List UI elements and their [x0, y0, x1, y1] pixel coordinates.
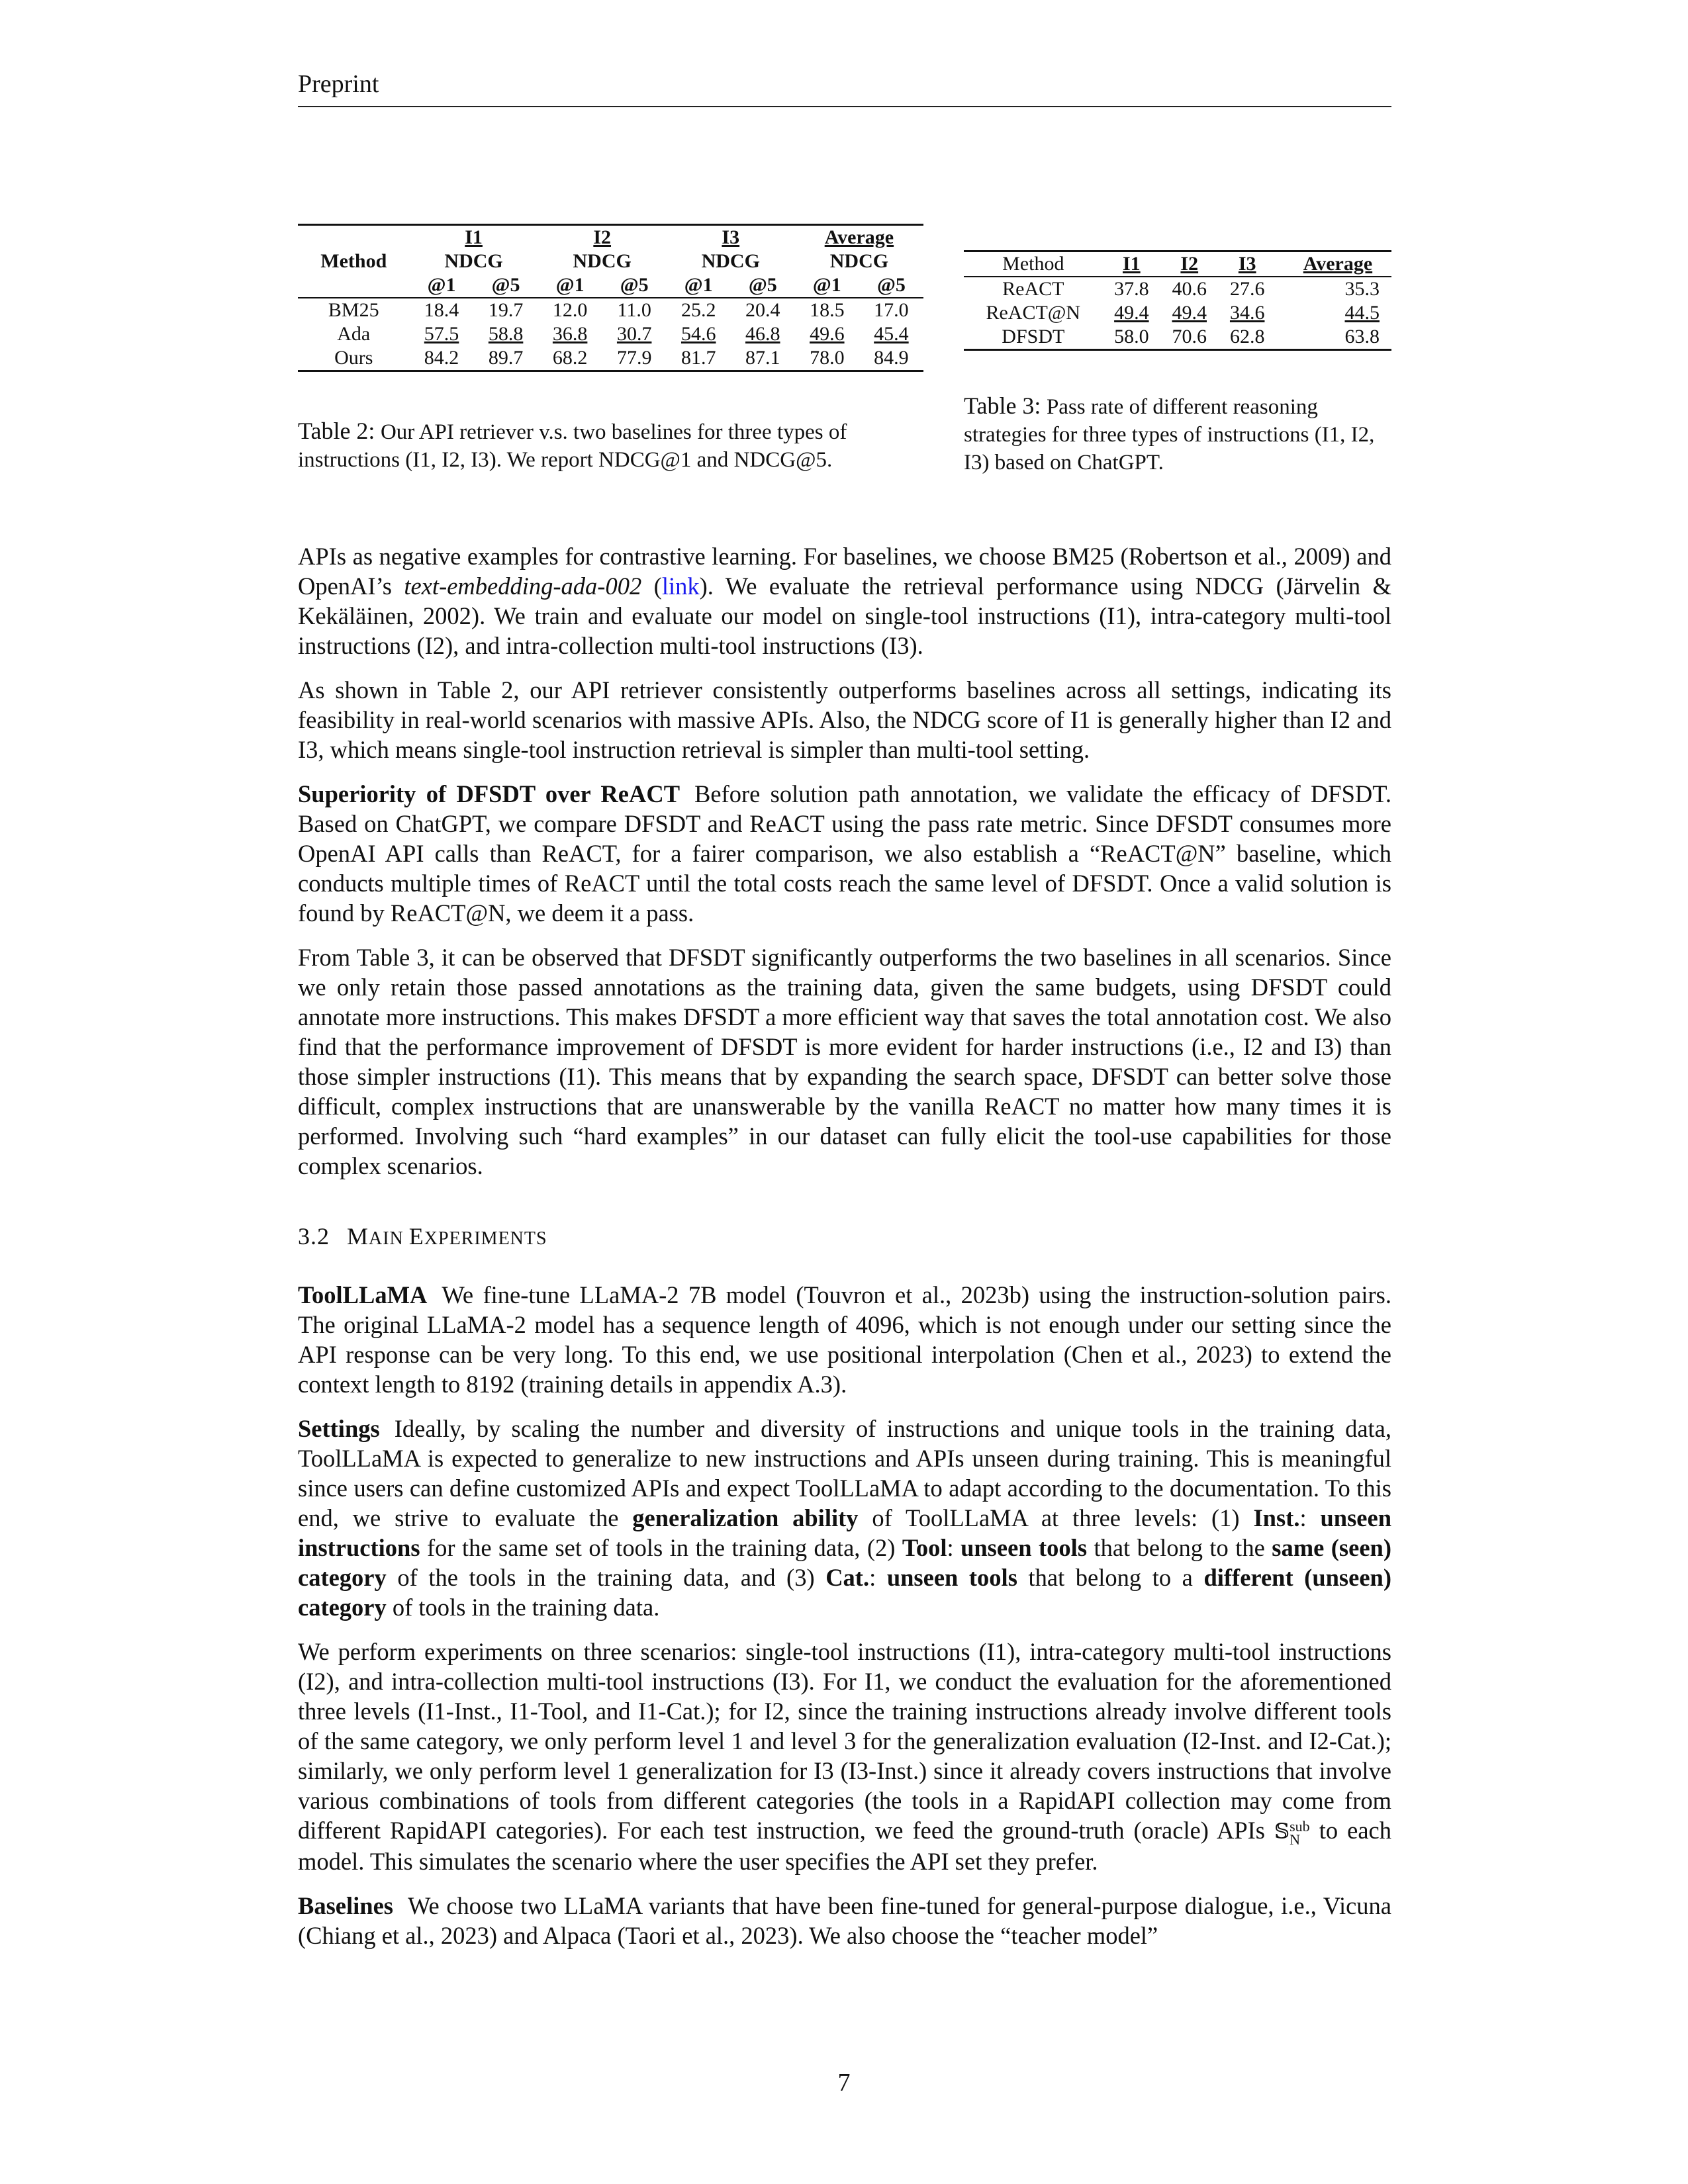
table2-cell: 54.6: [680, 323, 716, 345]
table2-cell: 46.8: [745, 323, 780, 345]
paragraph: As shown in Table 2, our API retriever consistently outperforms baselines across all settings, indicating its feasibility in real-world scenarios with massive APIs. Also, the NDCG score of I1 is generally higher than I2 and I3, which means single-tool instruction retrieval is simpler than multi-tool setting.: [298, 676, 1391, 763]
math-scripts: [1289, 1817, 1310, 1848]
text-run: of tools in the training data.: [386, 1594, 660, 1621]
section-title-part: XPERIMENTS: [424, 1228, 547, 1249]
running-head: Preprint: [298, 70, 379, 98]
italic-text: text-embedding-ada-002: [404, 572, 642, 600]
paragraph: From Table 3, it can be observed that DFSDT significantly outperforms the two baselines in all scenarios. Since we only retain those passed annotations as the training data, given the same budgets, using DFSDT could annotate more instructions. This makes DFSDT a more efficient way that saves the total annotation cost. We also find that the performance improvement of DFSDT is more evident for harder instructions (i.e., I2 and I3) than those simpler instructions (I1). This means that by expanding the search space, DFSDT can better solve those difficult, complex instructions that are unanswerable by the vanilla ReACT no matter how many times it is performed. Involving such “hard examples” in our dataset can fully elicit the tool-use capabilities for those complex scenarios.: [298, 944, 1391, 1179]
table3-cell: 58.0: [1114, 326, 1149, 347]
section-title-part: E: [408, 1223, 424, 1250]
table3-cell: 34.6: [1229, 302, 1265, 324]
table2-cell: 17.0: [874, 299, 909, 321]
table2-cell: 78.0: [810, 347, 845, 369]
table2-group-average: Average: [824, 226, 894, 248]
paragraph: [298, 1637, 1391, 1876]
bold-text: unseen tools: [886, 1564, 1017, 1591]
table2-subheader: @5: [748, 274, 777, 296]
table3-cell: 37.8: [1114, 278, 1149, 300]
section-number: 3.2: [298, 1223, 330, 1250]
text-run: that belong to the: [1087, 1534, 1272, 1561]
text-run: that belong to a: [1017, 1564, 1204, 1591]
table-row: [964, 301, 1391, 325]
text-run: (: [641, 572, 662, 600]
table2-metric-average: NDCG: [829, 250, 889, 272]
table-row: [964, 277, 1391, 301]
text-run: :: [1299, 1504, 1321, 1531]
table2-caption-text: Our API retriever v.s. two baselines for three types of instructions (I1, I2, I3). We report NDCG@1 and NDCG@5.: [298, 420, 847, 472]
table2-cell: 11.0: [617, 299, 651, 321]
text-run: APIs as negative examples for contrastive learning. For baselines, we choose BM25 (Robertson et al., 2009) and OpenAI’s: [298, 543, 1391, 600]
table2-cell: 58.8: [488, 323, 524, 345]
body-text: [298, 541, 1391, 1965]
table-row: [298, 322, 923, 346]
table-row: [298, 346, 923, 371]
bold-text: Tool: [902, 1534, 947, 1561]
table3-method-cell: ReACT: [1002, 278, 1064, 300]
table2-cell: 18.4: [424, 299, 459, 321]
paragraph: [298, 1891, 1391, 1950]
text-run: We fine-tune LLaMA-2 7B model (Touvron et al., 2023b) using the instruction-solution pairs. The original LLaMA-2 model has a sequence length of 4096, which is not enough under our setting since the API response can be very long. To this end, we use positional interpolation (Chen et al., 2023) to extend the context length to 8192 (training details in appendix A.3).: [298, 1281, 1391, 1398]
table2-cell: 19.7: [488, 299, 524, 321]
table2-subheader: @5: [620, 274, 649, 296]
table3-cell: 40.6: [1172, 278, 1207, 300]
table2-group-i1: I1: [465, 226, 483, 248]
table2-subheader: @1: [427, 274, 456, 296]
text-run: Ideally, by scaling the number and diversity of instructions and unique tools in the training data, ToolLLaMA is expected to generalize to new instructions and APIs unseen during training. This is meaningful since users can define customized APIs and expect ToolLLaMA to adapt according to the documentation. To this end, we strive to evaluate the: [298, 1415, 1391, 1531]
table2-cell: 89.7: [488, 347, 524, 369]
bold-text: unseen instructions: [298, 1504, 1391, 1561]
table3-cell: 44.5: [1344, 302, 1380, 324]
table2-cell: 36.8: [552, 323, 588, 345]
text-run: We perform experiments on three scenarios: single-tool instructions (I1), intra-category multi-tool instructions (I2), and intra-collection multi-tool instructions (I3). For I1, we conduct the evaluation for the aforementioned three levels (I1-Inst., I1-Tool, and I1-Cat.); for I2, since the training instructions already involve different tools of the same category, we only perform level 1 and level 3 for the generalization evaluation (I2-Inst. and I2-Cat.); similarly, we only perform level 1 generalization for I3 (I3-Inst.) since it already covers instructions that involve various combinations of tools from different categories (the tools in a RapidAPI collection may come from different RapidAPI categories). For each test instruction, we feed the ground-truth (oracle) APIs: [298, 1638, 1391, 1844]
table3-method-cell: ReACT@N: [986, 302, 1081, 324]
table3-cell: 49.4: [1172, 302, 1207, 324]
link[interactable]: link: [661, 572, 700, 600]
text-run: to each model. This simulates the scenario where the user specifies the API set they prefer.: [298, 1817, 1391, 1875]
paragraph-heading: Settings: [298, 1415, 380, 1442]
table2-cell: 45.4: [874, 323, 909, 345]
table2-subheader: @5: [876, 274, 906, 296]
table3-method-cell: DFSDT: [1002, 326, 1065, 347]
section-title-part: M: [347, 1223, 369, 1250]
text-run: of the tools in the training data, and (3): [386, 1564, 826, 1591]
table2-cell: 84.9: [874, 347, 909, 369]
table2-cell: 49.6: [810, 323, 845, 345]
paragraph-heading: Superiority of DFSDT over ReACT: [298, 780, 680, 807]
table2-caption: [298, 417, 923, 474]
table3-cell: 35.3: [1344, 278, 1380, 300]
section-title-part: AIN: [369, 1228, 409, 1249]
table3-cell: 49.4: [1114, 302, 1149, 324]
text-run: for the same set of tools in the training data, (2): [420, 1534, 902, 1561]
section-heading: [298, 1222, 1391, 1253]
table3-cell: 62.8: [1229, 326, 1265, 347]
paragraph-heading: ToolLLaMA: [298, 1281, 428, 1308]
table2-method-cell: Ours: [334, 347, 373, 369]
table-row: [298, 298, 923, 322]
bold-text: same (seen) category: [298, 1534, 1391, 1591]
table2-cell: 87.1: [745, 347, 780, 369]
header-rule: [298, 106, 1391, 107]
text-run: of ToolLLaMA at three levels: (1): [858, 1504, 1254, 1531]
table2-method-cell: BM25: [328, 299, 379, 321]
table2-cell: 12.0: [552, 299, 588, 321]
bold-text: unseen tools: [961, 1534, 1088, 1561]
table-row: [964, 325, 1391, 350]
math-symbol: 𝕊: [1274, 1819, 1290, 1844]
table3-cell: 70.6: [1172, 326, 1207, 347]
table3-header-method: Method: [964, 251, 1103, 277]
table2-method-cell: Ada: [337, 323, 371, 345]
table3-header-i3: I3: [1218, 251, 1276, 277]
table3-header-average: Average: [1276, 251, 1391, 277]
table2-metric-i3: NDCG: [701, 250, 760, 272]
text-run: :: [947, 1534, 961, 1561]
bold-text: generalization ability: [632, 1504, 859, 1531]
table2-subheader: @5: [491, 274, 520, 296]
table2-subheader: @1: [812, 274, 841, 296]
text-run: ). We evaluate the retrieval performance using NDCG (Järvelin & Kekäläinen, 2002). We train and evaluate our model on single-tool instructions (I1), intra-category multi-tool instructions (I2), and intra-collection multi-tool instructions (I3).: [298, 572, 1392, 659]
table2-cell: 20.4: [745, 299, 780, 321]
table-3: [964, 250, 1391, 351]
table2-method-header: Method: [320, 250, 387, 272]
table2-cell: 30.7: [616, 323, 652, 345]
table3-caption-label: Table 3:: [964, 392, 1041, 419]
table2-cell: 77.9: [616, 347, 652, 369]
paragraph: [298, 1280, 1391, 1399]
paragraph: [298, 1414, 1391, 1622]
math-subscript: N: [1289, 1831, 1301, 1848]
table2-cell: 25.2: [680, 299, 716, 321]
bold-text: different (unseen) category: [298, 1564, 1391, 1621]
table2-caption-label: Table 2:: [298, 418, 375, 444]
table2-subheader: @1: [684, 274, 713, 296]
table2-metric-i1: NDCG: [444, 250, 503, 272]
table2-subheader: @1: [555, 274, 585, 296]
table3-caption: [964, 392, 1391, 477]
text-run: :: [869, 1564, 887, 1591]
paragraph-heading: Baselines: [298, 1892, 393, 1919]
table2-group-i3: I3: [722, 226, 740, 248]
table2-cell: 84.2: [424, 347, 459, 369]
table3-cell: 27.6: [1229, 278, 1265, 300]
table3-cell: 63.8: [1344, 326, 1380, 347]
paragraph: [298, 541, 1391, 660]
table2-cell: 81.7: [680, 347, 716, 369]
table-2: [298, 224, 923, 372]
math-superscript: sub: [1289, 1817, 1310, 1835]
table2-cell: 57.5: [424, 323, 459, 345]
table2-metric-i2: NDCG: [573, 250, 632, 272]
text-run: Before solution path annotation, we validate the efficacy of DFSDT. Based on ChatGPT, we compare DFSDT and ReACT using the pass rate metric. Since DFSDT consumes more OpenAI API calls than ReACT, for a fairer comparison, we also establish a “ReACT@N” baseline, which conducts multiple times of ReACT until the total costs reach the same level of DFSDT. Once a valid solution is found by ReACT@N, we deem it a pass.: [298, 780, 1391, 927]
text-run: We choose two LLaMA variants that have been fine-tuned for general-purpose dialogue, i.e., Vicuna (Chiang et al., 2023) and Alpaca (Taori et al., 2023). We also choose the “teacher model”: [298, 1892, 1391, 1949]
table2-cell: 18.5: [810, 299, 845, 321]
bold-text: Cat.: [825, 1564, 870, 1591]
table3-caption-text: Pass rate of different reasoning strategies for three types of instructions (I1, I2, I3) based on ChatGPT.: [964, 395, 1375, 475]
table2-group-i2: I2: [593, 226, 612, 248]
paragraph: [298, 779, 1391, 928]
table3-header-i2: I2: [1160, 251, 1218, 277]
bold-text: Inst.: [1253, 1504, 1300, 1531]
page-number: 7: [837, 2069, 851, 2097]
table3-header-i1: I1: [1103, 251, 1160, 277]
table2-cell: 68.2: [552, 347, 588, 369]
